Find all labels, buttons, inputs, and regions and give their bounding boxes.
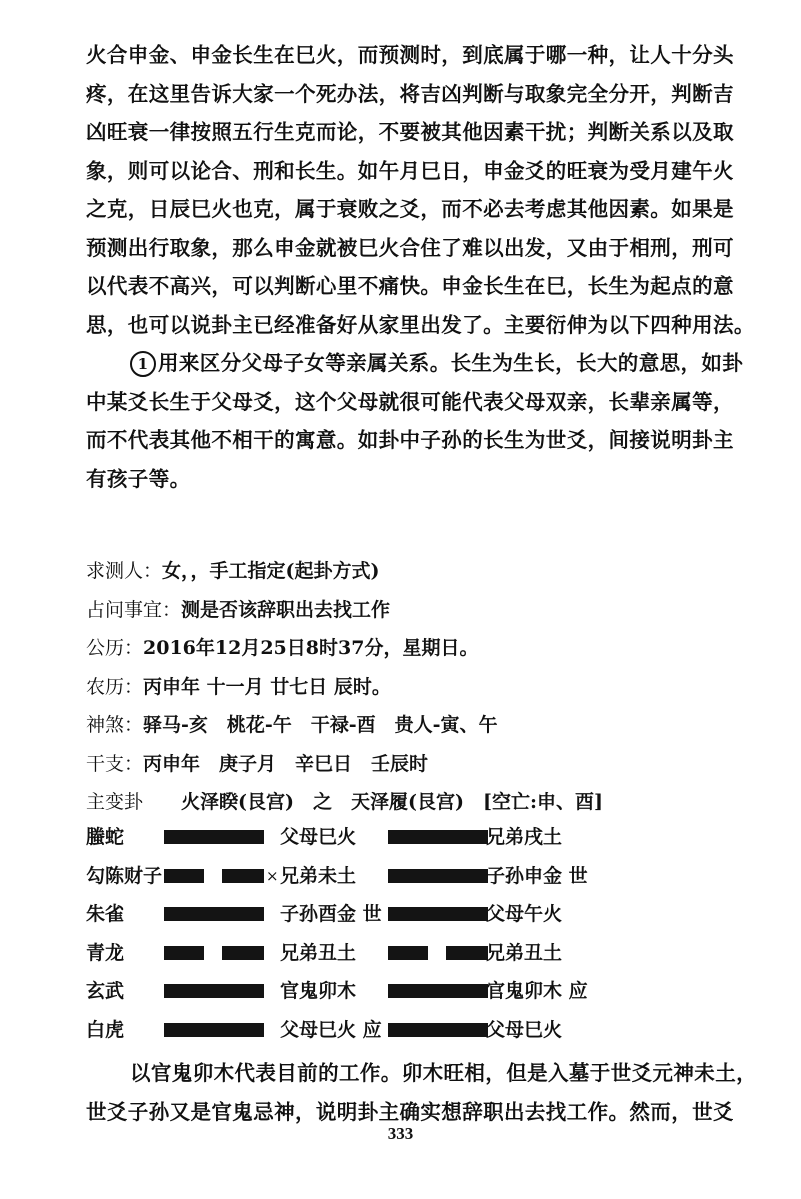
- text-line: 有孩子等。: [86, 466, 191, 491]
- info-label: 求测人：: [86, 560, 163, 582]
- yang-line-bar: [164, 830, 264, 844]
- text-line: 思，也可以说卦主已经准备好从家里出发了。主要衍伸为以下四种用法。: [86, 312, 755, 337]
- yin-line-bar: [164, 869, 204, 883]
- text-line: [86, 344, 744, 383]
- changed-hexagram-line: [388, 946, 488, 960]
- info-label: 干支：: [86, 752, 144, 775]
- hexagram-row: [86, 857, 726, 896]
- info-value: 丙申年 庚子月 辛巳日 壬辰时: [143, 752, 429, 775]
- yang-line-bar: [388, 984, 488, 998]
- info-solar-date: [86, 629, 726, 668]
- info-value: 丙申年 十一月 廿七日 辰时。: [143, 675, 391, 698]
- hexagram-row: [86, 818, 726, 857]
- text-line-content: 用来区分父母子女等亲属关系。长生为生长，长大的意思，如卦: [158, 351, 744, 375]
- main-line-text: 父母巳火 应: [280, 1018, 382, 1041]
- info-value: 女，，手工指定(起卦方式): [162, 560, 380, 582]
- info-asker: [86, 552, 726, 591]
- text-line: 世爻子孙又是官鬼忌神，说明卦主确实想辞职出去找工作。然而，世爻: [86, 1099, 734, 1124]
- main-hexagram-line: [164, 984, 264, 998]
- six-god-label: 螣蛇: [86, 826, 125, 848]
- text-line: 预测出行取象，那么申金就被巳火合住了难以出发，又由于相刑，刑可: [86, 235, 734, 260]
- yang-line-bar: [164, 984, 264, 998]
- hexagram-row: [86, 934, 726, 973]
- yang-line-bar: [388, 830, 488, 844]
- text-line: 凶旺衰一律按照五行生克而论，不要被其他因素干扰；判断关系以及取: [86, 120, 734, 144]
- text-line: 中某爻长生于父母爻，这个父母就很可能代表父母双亲，长辈亲属等，: [86, 389, 734, 414]
- circled-number: 1: [130, 351, 156, 377]
- main-line-text: 官鬼卯木: [280, 980, 357, 1002]
- hexagram-row: [86, 1011, 726, 1050]
- changed-line-text: 兄弟丑土: [486, 941, 563, 964]
- six-god-label: 朱雀: [86, 903, 125, 925]
- info-label: 农历：: [86, 675, 144, 698]
- yang-line-bar: [388, 1023, 488, 1037]
- yin-line-bar: [388, 946, 428, 960]
- divination-info: [86, 552, 726, 822]
- info-matter: [86, 591, 726, 630]
- main-line-text: 子孙酉金 世: [280, 903, 382, 925]
- text-line: 以代表不高兴，可以判断心里不痛快。申金长生在巳，长生为起点的意: [86, 274, 734, 298]
- hexagram-table: [86, 818, 726, 1049]
- main-hexagram-line: [164, 946, 264, 960]
- info-gua: [86, 783, 726, 822]
- paragraph-intro: [86, 36, 755, 344]
- changed-line-text: 兄弟戌土: [486, 826, 563, 848]
- info-label: 占问事宜：: [86, 598, 182, 621]
- info-value: 驿马-亥 桃花-午 干禄-酉 贵人-寅、午: [143, 714, 498, 736]
- text-line: 象，则可以论合、刑和长生。如午月巳日，申金爻的旺衰为受月建午火: [86, 158, 734, 183]
- six-god-label: 白虎: [86, 1018, 125, 1041]
- info-value: 火泽睽(艮宫) 之 天泽履(艮宫) [空亡:申、酉]: [143, 791, 603, 813]
- changed-line-text: 父母巳火: [486, 1018, 563, 1041]
- changed-line-text: 官鬼卯木 应: [486, 980, 588, 1002]
- hexagram-row: [86, 895, 726, 934]
- moving-line-mark: ×: [266, 866, 279, 885]
- yang-line-bar: [164, 1023, 264, 1037]
- six-god-label: 玄武: [86, 980, 125, 1002]
- yin-line-bar: [446, 946, 488, 960]
- info-label: 主变卦: [86, 791, 144, 813]
- main-line-text: 兄弟丑土: [280, 941, 357, 964]
- yang-line-bar: [388, 907, 488, 921]
- paragraph-analysis: [86, 1054, 757, 1131]
- info-ganzhi: [86, 745, 726, 784]
- text-line: 而不代表其他不相干的寓意。如卦中子孙的长生为世爻，间接说明卦主: [86, 428, 734, 452]
- info-label: 公历：: [86, 637, 144, 659]
- main-line-text: 兄弟未土: [280, 864, 357, 887]
- hexagram-row: [86, 972, 726, 1011]
- text-line: 之克，日辰巳火也克，属于衰败之爻，而不必去考虑其他因素。如果是: [86, 197, 734, 221]
- six-god-label: 青龙: [86, 941, 125, 964]
- main-hexagram-line: [164, 830, 264, 844]
- yin-line-bar: [164, 946, 204, 960]
- yang-line-bar: [388, 869, 488, 883]
- page-number: 333: [387, 1124, 414, 1143]
- main-hexagram-line: [164, 907, 264, 921]
- changed-hexagram-line: [388, 907, 488, 921]
- changed-hexagram-line: [388, 869, 488, 883]
- main-hexagram-line: [164, 866, 279, 885]
- yang-line-bar: [164, 907, 264, 921]
- info-label: 神煞：: [86, 714, 144, 736]
- info-value: 2016年12月25日8时37分，星期日。: [143, 637, 479, 659]
- changed-hexagram-line: [388, 1023, 488, 1037]
- changed-hexagram-line: [388, 830, 488, 844]
- info-value: 测是否该辞职出去找工作: [181, 598, 391, 621]
- changed-hexagram-line: [388, 984, 488, 998]
- six-god-label: 勾陈财子: [86, 864, 163, 887]
- info-shensha: [86, 706, 726, 745]
- changed-line-text: 父母午火: [486, 903, 563, 925]
- info-lunar-date: [86, 668, 726, 707]
- yin-line-bar: [222, 946, 264, 960]
- paragraph-usage-1: [86, 344, 744, 498]
- yin-line-bar: [222, 869, 264, 883]
- text-line: 以官鬼卯木代表目前的工作。卯木旺相，但是入墓于世爻元神未土，: [130, 1061, 757, 1085]
- changed-line-text: 子孙申金 世: [486, 864, 588, 887]
- main-line-text: 父母巳火: [280, 826, 357, 848]
- text-line: 疼，在这里告诉大家一个死办法，将吉凶判断与取象完全分开，判断吉: [86, 81, 734, 106]
- text-line: 火合申金、申金长生在巳火，而预测时，到底属于哪一种，让人十分头: [86, 43, 734, 67]
- main-hexagram-line: [164, 1023, 264, 1037]
